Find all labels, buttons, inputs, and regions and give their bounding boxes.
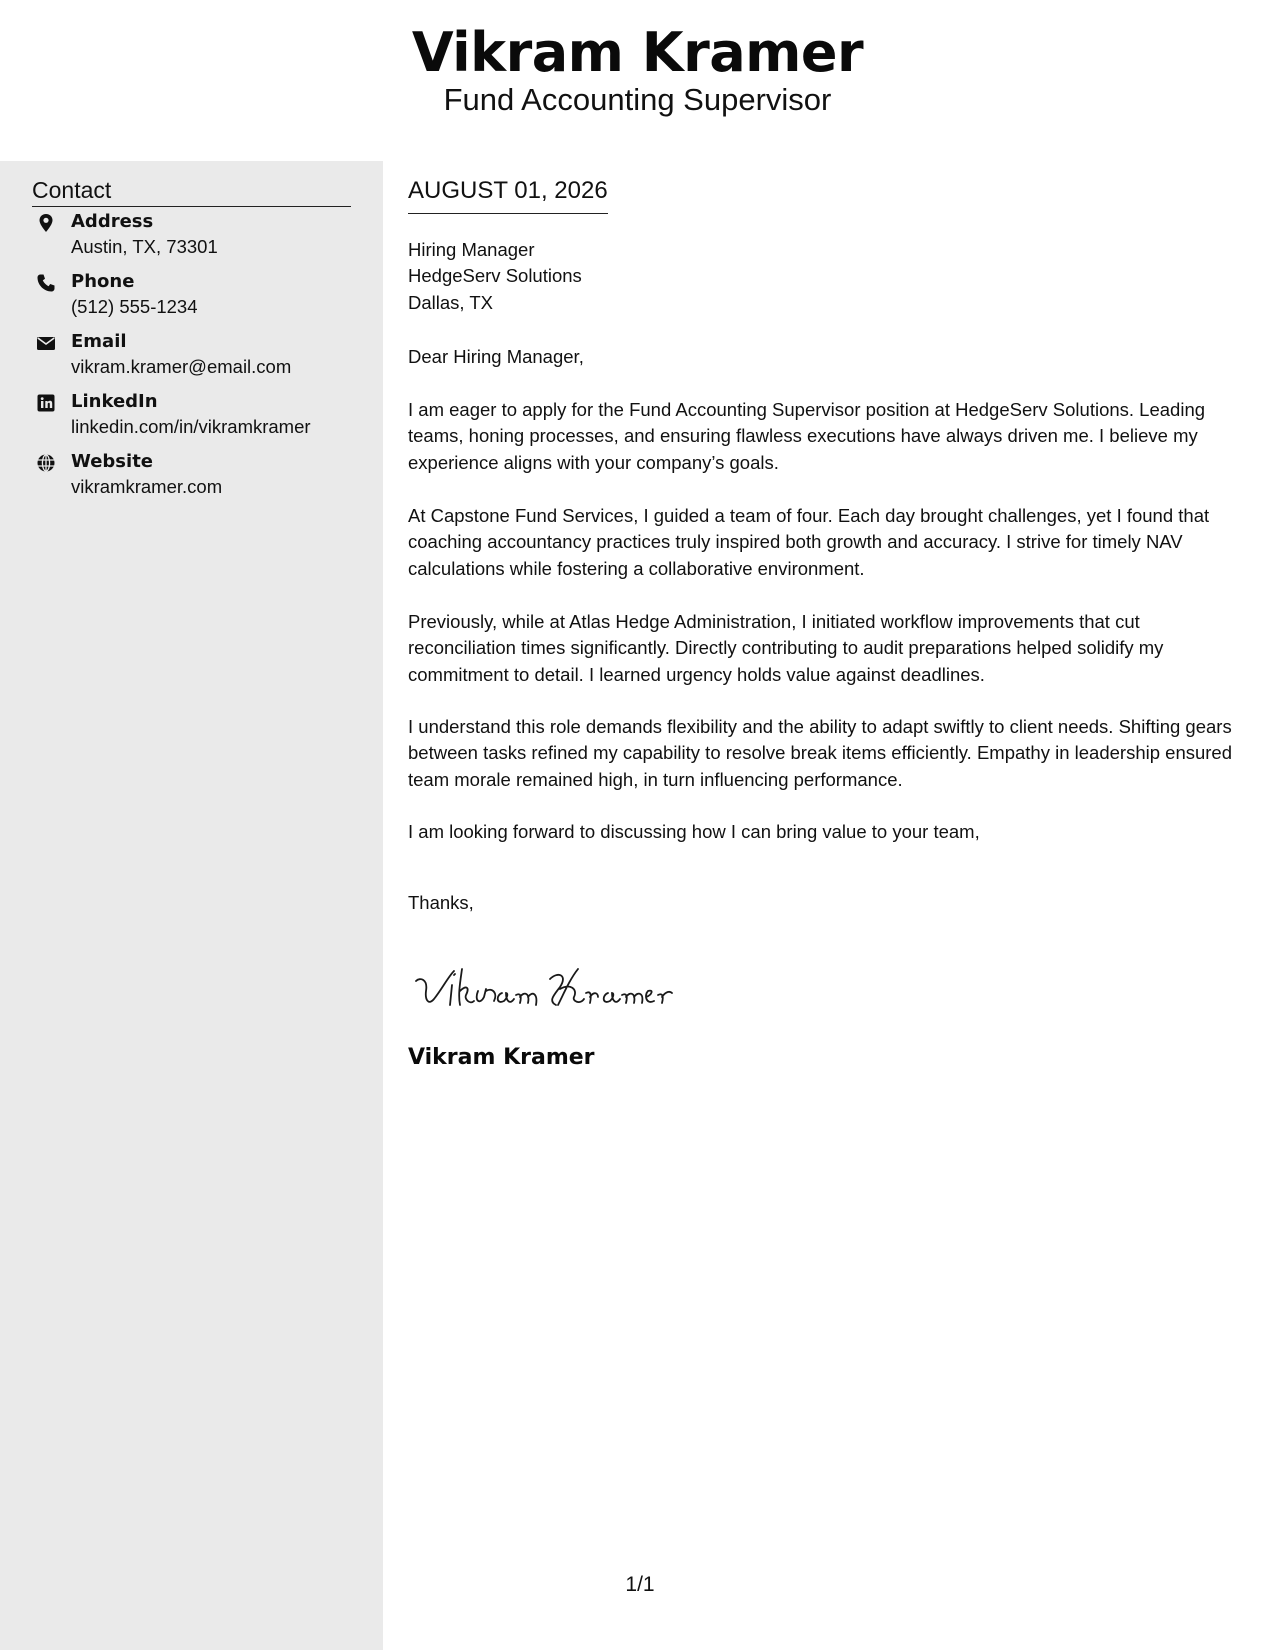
recipient-line: HedgeServ Solutions xyxy=(408,265,582,287)
globe-icon xyxy=(36,453,56,473)
phone-icon xyxy=(36,273,56,293)
contact-label-phone: Phone xyxy=(71,271,135,292)
paragraph: I am eager to apply for the Fund Accounting Supervisor position at HedgeServ Solutions. Leading teams, honing processes, and ensuring flawless executions have always driven me. I believe my experience aligns with your company’s goals. xyxy=(408,399,1206,473)
contact-value-address: Austin, TX, 73301 xyxy=(71,236,218,257)
envelope-icon xyxy=(36,333,56,353)
contact-item-linkedin xyxy=(32,389,362,449)
contact-value-phone: (512) 555-1234 xyxy=(71,296,198,317)
contact-value-email: vikram.kramer@email.com xyxy=(71,356,292,377)
greeting: Dear Hiring Manager, xyxy=(408,346,584,367)
contact-item-address xyxy=(32,209,362,269)
recipient-line: Dallas, TX xyxy=(408,291,493,313)
contact-label-linkedin: LinkedIn xyxy=(71,391,158,412)
handwritten-signature xyxy=(408,951,688,1021)
paragraph: I understand this role demands flexibility and the ability to adapt swiftly to client needs. Shifting gears between tasks refined my capability to resolve break items efficiently. Empathy in leadership ensured team morale remained high, in turn influencing performance. xyxy=(408,716,1233,790)
contact-item-email xyxy=(32,329,362,389)
paragraph: At Capstone Fund Services, I guided a team of four. Each day brought challenges, yet I found that coaching accountancy practices truly inspired both growth and accuracy. I strive for timely NAV calculations while fostering a collaborative environment. xyxy=(408,505,1210,579)
linkedin-icon xyxy=(36,393,56,413)
closing-line: I am looking forward to discussing how I can bring value to your team, xyxy=(408,821,980,842)
page-number: 1/1 xyxy=(625,1573,655,1596)
sign-off: Thanks, xyxy=(408,892,474,913)
recipient-block xyxy=(408,237,582,316)
contact-item-phone xyxy=(32,269,362,329)
contact-heading: Contact xyxy=(32,175,351,207)
contact-value-linkedin: linkedin.com/in/vikramkramer xyxy=(71,416,311,437)
contact-item-website xyxy=(32,449,362,509)
contact-label-website: Website xyxy=(71,451,154,472)
map-pin-icon xyxy=(36,213,56,233)
contact-label-address: Address xyxy=(71,211,154,232)
letter-date: AUGUST 01, 2026 xyxy=(408,175,608,214)
letter-header xyxy=(0,0,1275,160)
contact-value-website: vikramkramer.com xyxy=(71,476,223,497)
paragraph: Previously, while at Atlas Hedge Administration, I initiated workflow improvements that cut reconciliation times significantly. Directly contributing to audit preparations helped solidify my commitment to detail. I learned urgency holds value against deadlines. xyxy=(408,611,1164,685)
contact-sidebar xyxy=(0,161,383,1650)
contact-label-email: Email xyxy=(71,331,127,352)
recipient-line: Hiring Manager xyxy=(408,239,535,260)
applicant-name: Vikram Kramer xyxy=(411,21,864,84)
signed-name: Vikram Kramer xyxy=(408,1045,595,1070)
applicant-role: Fund Accounting Supervisor xyxy=(443,82,832,117)
